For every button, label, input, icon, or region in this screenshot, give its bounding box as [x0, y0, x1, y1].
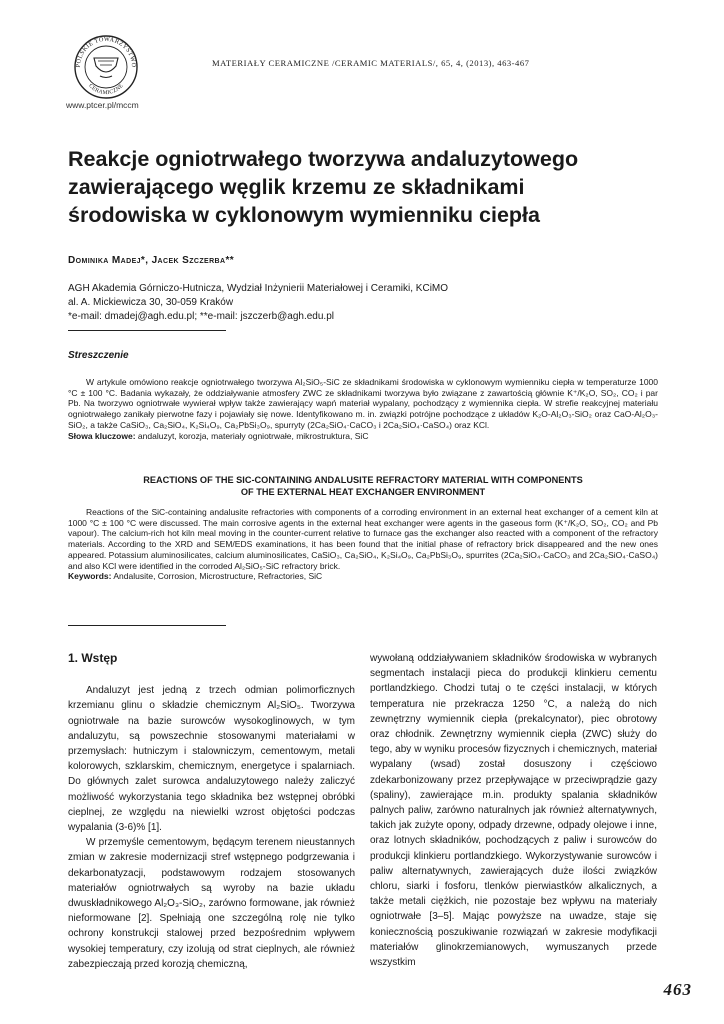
keywords-label-pl: Słowa kluczowe: — [68, 430, 136, 441]
streszczenie-heading: Streszczenie — [68, 350, 129, 361]
logo-text-top: POLSKIE TOWARZYSTWO — [74, 35, 138, 68]
journal-url[interactable]: www.ptcer.pl/mccm — [66, 100, 139, 110]
society-logo — [64, 32, 148, 102]
affiliation-line: al. A. Mickiewicza 30, 30-059 Kraków — [68, 297, 234, 308]
keywords-pl: andaluzyt, korozja, materiały ogniotrwałe, mikrostruktura, SiC — [137, 430, 369, 441]
paragraph: Andaluzyt jest jedną z trzech odmian polimorficznych krzemianu glinu o składzie chemicznym Al₂SiO₅. Tworzywa ogniotrwałe na bazie surowców wysokoglinowych, w tym andaluzytu, są powszechnie stosowanymi materiałami w przemysłach: hutniczym i stalowniczym, cementowym, metali kolorowych, szklarskim, chemicznym, energetyce i spalarniach. Do głównych zalet surowca andaluzytowego należy zaliczyć możliwość wykorzystania tego składnika bez wstępnej obróbki cieplnej, ze względu na niewielki wzrost objętości podczas wypalania (3-6)% [1]. — [68, 685, 355, 834]
section-heading: 1. Wstęp — [68, 651, 118, 665]
streszczenie-abstract — [68, 377, 658, 441]
affiliation — [68, 282, 448, 324]
english-abstract — [68, 507, 658, 582]
streszczenie-body: W artykule omówiono reakcje ogniotrwałego tworzywa Al₂SiO₅-SiC ze składnikami środowiska w cyklonowym wymienniku ciepła w temperaturze 1000 °C ± 100 °C. Badania wykazały, że oddziaływanie atmosfery ZWC ze składnikami tworzywa było związane z zawartością głównie K⁺/K₂O, SO₂, CO₂ i par Pb. Na tworzywo ogniotrwałe wywierał wpływ także zawierający wapń materiał wypalany, pochodzący z wymiennika ciepła. W strefie reakcyjnej materiału ogniotrwałego zanikały pierwotne fazy i pojawiały się nowe. Identyfikowano m. in. związki potrójne pochodzące z układów K₂O-Al₂O₃-SiO₂ oraz CaO-Al₂O₃-SiO₂, a także CaSiO₃, Ca₂SiO₄, K₂Si₄O₉, Ca₂PbSi₃O₉, spurryty (2Ca₂SiO₄·CaCO₃ i 2Ca₂SiO₄·CaSO₄) oraz KCl. — [68, 377, 658, 430]
keywords-label-en: Keywords: — [68, 571, 112, 582]
affiliation-email: *e-mail: dmadej@agh.edu.pl; **e-mail: jszczerb@agh.edu.pl — [68, 311, 334, 322]
divider — [68, 330, 226, 331]
svg-text:POLSKIE TOWARZYSTWO — [75, 36, 137, 68]
english-title-line: REACTIONS OF THE SIC-CONTAINING ANDALUSITE REFRACTORY MATERIAL WITH COMPONENTS — [143, 475, 583, 485]
english-title — [68, 475, 658, 498]
paragraph: W przemyśle cementowym, będącym terenem nieustannych zmian w zakresie modernizacji stref wstępnego podgrzewania i dekarbonatyzacji, podstawowym rodzajem stosowanych materiałów ogniotrwałych są wyroby na bazie układu dwuskładnikowego Al₂O₃-SiO₂, zarówno formowane, jak również nieformowane [2]. Spełniają one szczególną rolę nie tylko ochrony konstrukcji stalowej przed bezpośrednim wpływem wysokiej temperatury, czy izolują od strat cieplnych, ale również zabezpieczają przed korozją chemiczną, — [68, 837, 355, 970]
paper-title — [68, 145, 668, 229]
journal-citation: MATERIAŁY CERAMICZNE /CERAMIC MATERIALS/, 65, 4, (2013), 463-467 — [212, 58, 530, 68]
title-line: zawierającego węglik krzemu ze składnikami — [68, 175, 525, 199]
title-line: środowiska w cyklonowym wymienniku ciepła — [68, 203, 540, 227]
english-title-line: OF THE EXTERNAL HEAT EXCHANGER ENVIRONMENT — [240, 486, 486, 497]
left-column — [68, 651, 355, 972]
keywords-en: Andalusite, Corrosion, Microstructure, Refractories, SiC — [113, 571, 323, 582]
title-line: Reakcje ogniotrwałego tworzywa andaluzytowego — [68, 147, 579, 171]
page-number: 463 — [663, 980, 692, 999]
paragraph: wywołaną oddziaływaniem składników środowiska w wybranych segmentach instalacji pieca do produkcji klinkieru cementu portlandzkiego. Chodzi tutaj o te części instalacji, w których temperatura nie przekracza 1250 °C, a należą do nich zewnętrzny wymiennik ciepła (prekalcynator), piec obrotowy oraz chłodnik. Zewnętrzny wymiennik ciepła (ZWC) służy do tego, aby w wyniku procesów fizycznych i chemicznych, materiał wypalany (wsad) został dosuszony i częściowo zdekarbonizowany przez przepływające w przeciwprądzie gazy (spaliny), zawierające m.in. produkty spalania składników palnych paliw, zarówno naturalnych jak również alternatywnych, takich jak zużyte opony, odpady drzewne, odpady olejowe i inne, oraz lotnych składników, pochodzących z paliw i surowców do produkcji klinkieru portlandzkiego. Wykorzystywanie surowców i paliw alternatywnych, zawierających duże ilości związków chloru, siarki i fosforu, tlenków pierwiastków alkalicznych, a także metali ciężkich, nie pozostaje bez wpływu na materiały ogniotrwałe [3–5]. Mając powyższe na uwadze, staje się koniecznością poszukiwanie rozwiązań w zakresie modyfikacji materiałów glinokrzemianowych, wymuszanych przede wszystkim — [370, 653, 657, 969]
divider — [68, 625, 226, 626]
authors: Dominika Madej*, Jacek Szczerba** — [68, 255, 235, 266]
english-body: Reactions of the SiC-containing andalusite refractories with components of a corroding environment in an external heat exchanger of a cement kiln at 1000 °C ± 100 °C were discussed. The main corrosive agents in the external heat exchanger were agents in the gaseous form (K⁺/K₂O, SO₂, CO₂ and Pb vapour). The calcium-rich hot kiln meal moving in the counter-current relative to furnace gas the exchanger also reacted with a component of the refractory materials. According to the XRD and SEM/EDS examinations, it has been found that the initial phase of refractory brick disappeared and the new ones appeared. Potassium aluminosilicates, calcium aluminosilicates, CaSiO₃, Ca₂SiO₄, K₂Si₄O₉, Ca₂PbSi₃O₉, spurrites (2Ca₂SiO₄·CaCO₃ and 2Ca₂SiO₄·CaSO₄) and also KCl were identified in the corroded Al₂SiO₅-SiC refractory brick. — [68, 507, 658, 571]
right-column — [370, 651, 657, 970]
logo-text-bottom: CERAMICZNE — [87, 82, 125, 97]
svg-text:CERAMICZNE — [87, 83, 125, 96]
affiliation-line: AGH Akademia Górniczo-Hutnicza, Wydział Inżynierii Materiałowej i Ceramiki, KCiMO — [68, 283, 449, 294]
